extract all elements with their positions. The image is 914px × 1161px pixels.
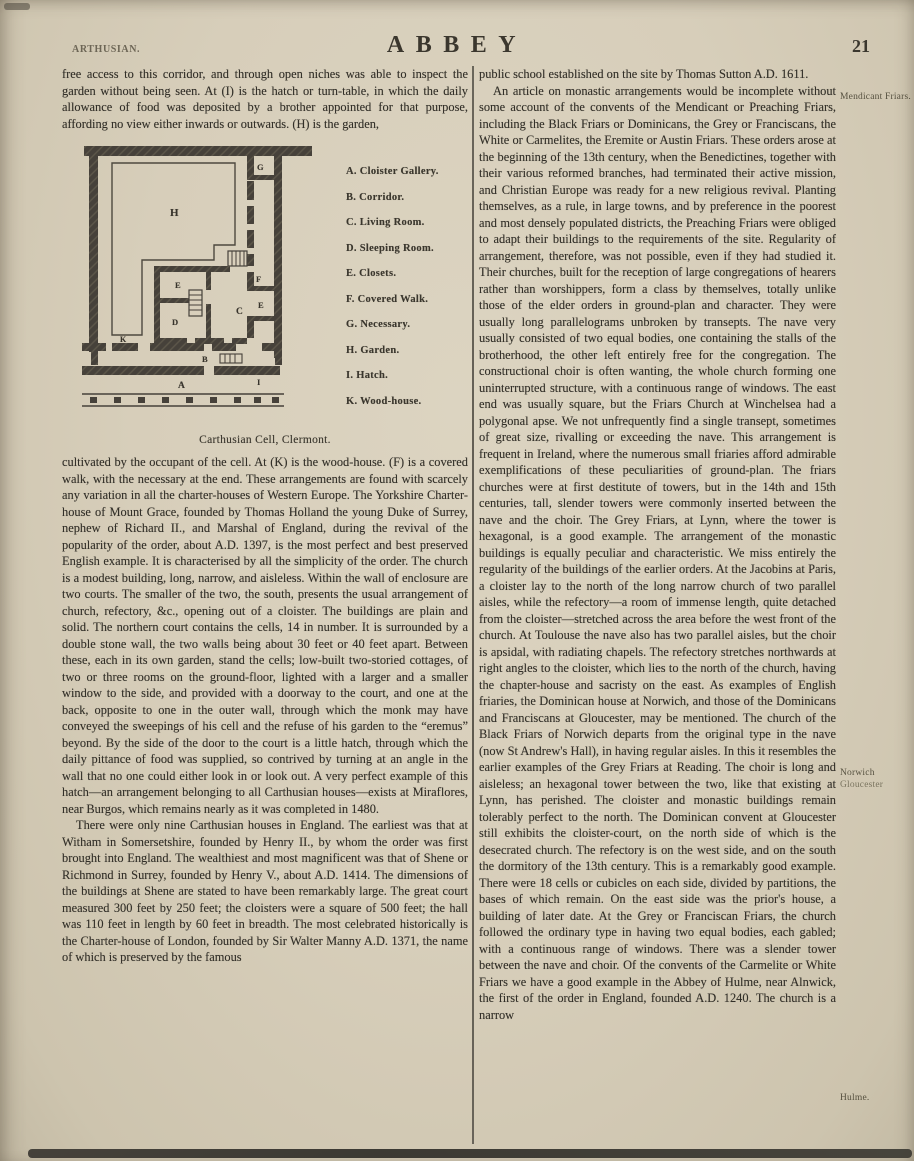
left-column <box>62 66 468 966</box>
legend-item: E. Closets. <box>346 268 397 279</box>
plan-label-closets: E <box>175 280 181 290</box>
plan-wall-pier <box>275 351 282 365</box>
plan-wall-lower <box>112 343 138 351</box>
margin-note-hulme: Hulme. <box>840 1093 870 1103</box>
plan-label-wood-house: K <box>120 335 127 344</box>
legend-item: A. Cloister Gallery. <box>346 166 439 177</box>
plan-wall-right <box>274 156 282 358</box>
plan-wall-partition <box>206 272 211 290</box>
page-title: ABBEY <box>386 32 528 58</box>
legend-item: I. Hatch. <box>346 370 389 381</box>
scan-smudge <box>4 3 30 10</box>
legend-item: F. Covered Walk. <box>346 293 429 305</box>
legend-item: D. Sleeping Room. <box>346 242 434 254</box>
floor-plan-figure <box>62 140 468 448</box>
right-paragraph-2: An article on monastic arrangements would be incomplete without some account of the convents of the Mendicant or Preaching Friars, including the Black Friars or Dominicans, the Grey or Franciscans, the White or Carmelites, the Eremite or Austin Friars. These orders arose at the beginning of the 13th century, when the Benedictines, together with their various reformed branches, had terminated their active mission, and Christian Europe was ready for a new religious revival. Planting themselves, as a rule, in large towns, and by preference in the poorest and most densely populated districts, the Preaching Friars were obliged to adapt their buildings to the requirements of the site. Regularity of arrangement, therefore, was not possible, even if they had studied it. Their churches, built for the reception of large congregations of hearers rather than worshippers, form a class by themselves, totally unlike those of the elder orders in ground-plan and character. They were usually long parallelograms unbroken by transepts. The nave very usually consisted of two equal bodies, one containing the stalls of the brotherhood, the other left entirely free for the congregation. The constructional choir is often wanting, the whole church forming one uninterrupted structure, with a continuous range of windows. The east end was usually square, but the Friars Church at Winchelsea had a polygonal apse. We not unfrequently find a single transept, sometimes of great size, rivalling or exceeding the nave. This arrangement is frequent in Ireland, where the numerous small friaries afford admirable exemplifications of these peculiarities of ground-plan. The friars churches were at first destitute of towers, but in the 14th and 15th centuries, tall, slender towers were commonly inserted between the nave and the choir. The Grey Friars, at Lynn, where the tower is hexagonal, is a good example. The arrangement of the monastic buildings is equally peculiar and characteristic. We miss entirely the regularity of the buildings of the earlier orders. At the Jacobins at Paris, a cloister lay to the north of the long narrow church of two parallel aisles, while the refectory—a room of immense length, quite detached from the cloister—stretched across the area before the west front of the church. At Toulouse the nave also has two parallel aisles, but the choir is apsidal, with radiating chapels. The refectory stretches northwards at right angles to the cloister, which lies to the north of the church, having the chapter-house and sacristy on the east. As examples of English friaries, the Dominican house at Norwich, and those of the Dominicans and Franciscans at Gloucester, may be mentioned. The church of the Black Friars of Norwich departs from the original type in the nave (now St Andrew's Hall), in having regular aisles. In this it resembles the earlier examples of the Grey Friars at Reading. The choir is long and aisleless; an hexagonal tower between the two, like that existing at Lynn, has perished. The cloister and monastic buildings remain tolerably perfect to the north. The Dominican convent at Gloucester still exhibits the cloister-court, on the north side of which is the desecrated church. The refectory is on the west side, and on the south the dormitory of the 13th century. This is a remarkably good example. There were 18 cells or cubicles on each side, divided by partitions, the bases of which remain. On the east side was the prior's house, a building of later date. At the Grey or Franciscan Friars, the church followed the ordinary type in having two equal bodies, each gabled; with a continuous range of windows. There was a slender tower between the nave and choir. Of the convents of the Carmelite or White Friars we have a good example in the Abbey of Hulme, near Alnwick, the first of the order in England, founded A.D. 1240. The church is a narrow <box>479 83 836 1022</box>
column-divider-rule <box>472 66 474 1144</box>
plan-wall-corridor <box>247 230 254 248</box>
plan-wall-corridor <box>247 156 254 175</box>
plan-stairs-lower <box>189 290 202 316</box>
plan-wall-lower <box>150 343 204 351</box>
plan-garden-outline <box>112 163 235 335</box>
plan-wall-lower <box>262 343 282 351</box>
plan-wall-corridor <box>247 272 254 286</box>
legend-item: K. Wood-house. <box>346 395 422 407</box>
legend-item: C. Living Room. <box>346 217 425 228</box>
plan-wall-left <box>89 156 98 352</box>
left-paragraph-1: free access to this corridor, and through open niches was able to inspect the garden without being seen. At (I) is the hatch or turn-table, in which the daily allowance of food was deposited by a brother appointed for that purpose, affording no view either inwards or outwards. (H) is the garden, <box>62 67 468 131</box>
plan-legend <box>346 166 439 421</box>
plan-wall-g-room <box>247 175 274 180</box>
plan-label-cloister-gallery: A <box>178 381 185 391</box>
plan-wall-closet <box>247 286 274 291</box>
floor-plan <box>82 140 332 423</box>
plan-wall-corridor <box>247 181 254 200</box>
plan-wall-corridor <box>247 321 254 338</box>
legend-item: G. Necessary. <box>346 319 411 330</box>
right-column <box>479 66 836 1023</box>
left-paragraph-2: cultivated by the occupant of the cell. At (K) is the wood-house. (F) is a covered walk, with the necessary at the end. These arrangements are found with scarcely any variation in all the charter-houses of Western Europe. The Yorkshire Charter-house of Mount Grace, founded by Thomas Holland the young Duke of Surrey, nephew of Richard II., and Marshal of England, during the revival of the popularity of the order, about A.D. 1397, is the most perfect and best preserved English example. It is characterised by all the simplicity of the order. The church is a modest building, long, narrow, and aisleless. Within the wall of enclosure are two courts. The smaller of the two, the south, presents the usual arrangement of church, refectory, &c., opening out of a cloister. The buildings are plain and solid. The northern court contains the cells, 14 in number. It is surrounded by a double stone wall, the two walls being about 30 feet or 40 feet apart. Between these, each in its own garden, stand the cells; low-built two-storied cottages, of two or three rooms on the ground-floor, lighted with a larger and a smaller window to the side, and provided with a doorway to the court, and one at the back, opposite to one in the outer wall, through which the monk may have conveyed the sweepings of his cell and the refuse of his garden to the “eremus” beyond. By the side of the door to the court is a little hatch, through which the daily pittance of food was supplied, so contrived by turning at an angle in the wall that no one could either look in or look out. A very perfect example of this hatch—an arrangement belonging to all Carthusian houses—exists at Miraflores, near Burgos, which remains nearly as it was completed in 1480. <box>62 455 468 816</box>
plan-wall-gallery <box>82 366 204 375</box>
plan-label-closets-right: E <box>258 300 264 310</box>
plan-wall-closet <box>247 316 274 321</box>
figure-caption: Carthusian Cell, Clermont. <box>199 433 331 446</box>
plan-label-living-room: C <box>236 307 243 317</box>
margin-note-norwich: Norwich <box>840 768 875 778</box>
plan-wall-lower <box>212 343 236 351</box>
scan-bottom-shadow <box>28 1149 912 1158</box>
plan-wall-partition <box>206 304 211 338</box>
plan-label-covered-walk: F <box>256 274 262 284</box>
plan-wall-dwelling-top <box>154 266 230 272</box>
plan-wall-lower <box>82 343 106 351</box>
plan-wall-corridor <box>247 254 254 266</box>
plan-hatch <box>220 354 242 363</box>
plan-label-necessary: G <box>257 162 264 172</box>
right-paragraph-1: public school established on the site by Thomas Sutton A.D. 1611. <box>479 67 809 81</box>
plan-label-hatch: I <box>257 377 261 387</box>
plan-wall-dwelling-left <box>154 266 160 346</box>
plan-wall-corridor <box>247 206 254 224</box>
margin-note-gloucester: Gloucester <box>840 780 884 790</box>
running-margin-note: ARTHUSIAN. <box>72 44 141 55</box>
floor-plan-svg <box>82 140 332 418</box>
page-number: 21 <box>852 36 870 56</box>
plan-label-sleeping-room: D <box>172 317 179 327</box>
legend-item: B. Corridor. <box>346 191 405 203</box>
plan-wall-top <box>84 146 312 156</box>
left-paragraph-3: There were only nine Carthusian houses in England. The earliest was that at Witham in Somersetshire, founded by Henry II., by whom the order was first brought into England. The wealthiest and most magnificent was that of Shene or Richmond in Surrey, founded by Henry V., about A.D. 1414. The dimensions of the buildings at Shene are stated to have been remarkably large. The great court measured 300 feet by 250 feet; the cloisters were a square of 500 feet; the hall was 110 feet in length by 60 feet in breadth. The most celebrated historically is the Charter-house of London, founded by Sir Walter Manny A.D. 1371, the name of which is preserved by the famous <box>62 818 468 964</box>
legend-item: H. Garden. <box>346 344 400 356</box>
plan-label-corridor: B <box>202 354 208 364</box>
plan-wall-gallery <box>214 366 280 375</box>
plan-label-garden: H <box>170 207 179 219</box>
margin-note-mendicant-friars: Mendicant Friars. <box>840 92 911 102</box>
plan-wall-pier <box>91 351 98 365</box>
